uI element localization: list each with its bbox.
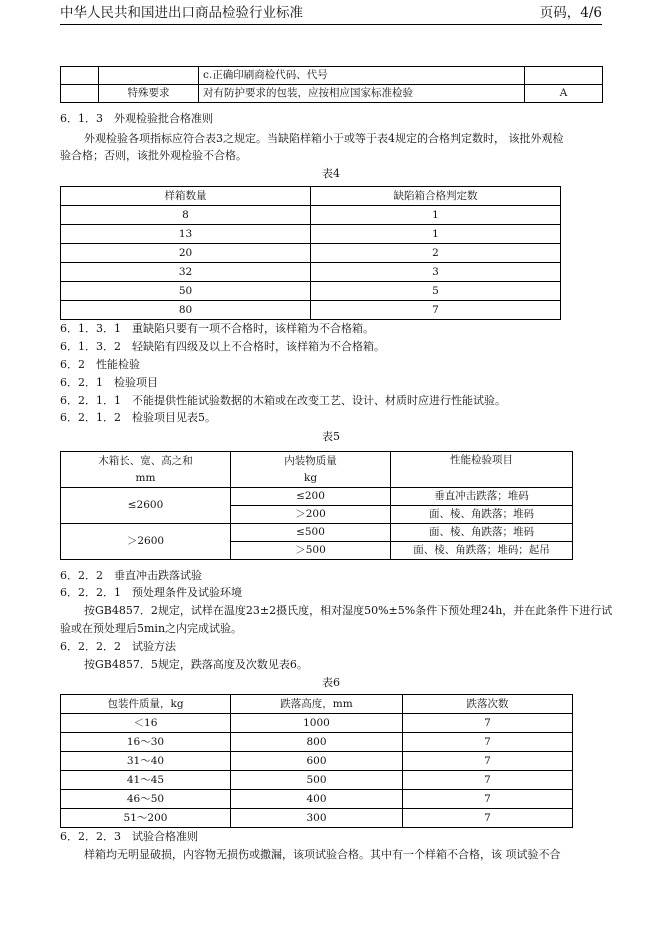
table-row: [61, 771, 573, 790]
table-cell: 300: [231, 809, 403, 828]
table-caption: 表4: [322, 167, 340, 180]
table-caption: 表6: [322, 676, 340, 689]
table-cell: [525, 67, 603, 85]
table-cell: A: [525, 85, 603, 103]
table-cell: [61, 67, 99, 85]
table-cell: [61, 85, 99, 103]
table-cell: 7: [403, 714, 573, 733]
section-heading: 6．2．2．1 预处理条件及试验环境: [60, 586, 242, 599]
paragraph: 验合格；否则，该批外观检验不合格。: [60, 149, 247, 162]
section-heading: 6．2．1 检验项目: [60, 376, 158, 389]
table-cell: 面、棱、角跌落；堆码；起吊: [391, 542, 573, 560]
table-cell: 7: [403, 752, 573, 771]
table-cell: 1000: [231, 714, 403, 733]
page-header: [60, 0, 602, 22]
table-cell: 46～50: [61, 790, 231, 809]
column-header: [61, 452, 231, 488]
section-heading: 6．2．2．3 试验合格准则: [60, 830, 198, 843]
table-cell: 20: [61, 244, 311, 263]
table-row: [61, 752, 573, 771]
table-cell: 600: [231, 752, 403, 771]
table-cell: ＞2600: [61, 524, 231, 560]
table-row: [61, 282, 561, 301]
table-cell: 7: [403, 733, 573, 752]
table-cell: 面、棱、角跌落；堆码: [391, 506, 573, 524]
header-line: 内装物质量: [284, 454, 337, 467]
header-page-number: 页码，4/6: [539, 5, 602, 21]
table-cell: ＞200: [231, 506, 391, 524]
header-unit: kg: [303, 471, 318, 484]
table-cell: 1: [311, 206, 561, 225]
section-heading: 6．1．3 外观检验批合格准则: [60, 112, 213, 125]
clause: 6．2．1．1 不能提供性能试验数据的木箱或在改变工艺、设计、材质时应进行性能试验。: [60, 394, 506, 407]
column-header: 样箱数量: [61, 187, 311, 206]
table-4: [60, 186, 561, 320]
table-cell: 50: [61, 282, 311, 301]
table-cell: 500: [231, 771, 403, 790]
clause: 6．2．1．2 检验项目见表5。: [60, 411, 216, 424]
table-cell: 5: [311, 282, 561, 301]
table-cell: ≤200: [231, 488, 391, 506]
table-row: [61, 790, 573, 809]
table-cell: 7: [403, 771, 573, 790]
column-header: 包装件质量，kg: [61, 695, 231, 714]
table-cell: 80: [61, 301, 311, 320]
header-line: 性能检验项目: [450, 454, 513, 466]
table-row: [61, 488, 573, 506]
header-line: 木箱长、宽、高之和: [98, 454, 193, 467]
paragraph: 验或在预处理后5min之内完成试验。: [60, 622, 243, 635]
table-cell: 3: [311, 263, 561, 282]
table-5: [60, 451, 573, 560]
table-row: [61, 714, 573, 733]
table-cell: 垂直冲击跌落；堆码: [391, 488, 573, 506]
table-cell: c.正确印刷商检代码、代号: [199, 67, 525, 85]
header-title: 中华人民共和国进出口商品检验行业标准: [60, 5, 303, 21]
table-row: [61, 524, 573, 542]
column-header: 跌落次数: [403, 695, 573, 714]
table-6: [60, 694, 573, 828]
column-header: [231, 452, 391, 488]
paragraph: 样箱均无明显破损，内容物无损伤或撒漏，该项试验合格。其中有一个样箱不合格，该 项试验不合: [84, 848, 561, 861]
column-header: [391, 452, 573, 488]
table-row: [61, 263, 561, 282]
table-continued: [60, 66, 603, 103]
header-rule: [60, 24, 602, 25]
table-cell: [99, 67, 199, 85]
column-header: 缺陷箱合格判定数: [311, 187, 561, 206]
table-row: [61, 206, 561, 225]
table-header-row: [61, 695, 573, 714]
table-row: [61, 67, 603, 85]
table-cell: 41～45: [61, 771, 231, 790]
column-header: 跌落高度，mm: [231, 695, 403, 714]
table-row: [61, 733, 573, 752]
table-row: [61, 809, 573, 828]
paragraph: 按GB4857．5规定，跌落高度及次数见表6。: [84, 658, 308, 671]
table-header-row: [61, 187, 561, 206]
table-cell: 13: [61, 225, 311, 244]
table-cell: 8: [61, 206, 311, 225]
table-cell: ≤500: [231, 524, 391, 542]
section-heading: 6．2．2 垂直冲击跌落试验: [60, 569, 202, 582]
paragraph: 外观检验各项指标应符合表3之规定。当缺陷样箱小于或等于表4规定的合格判定数时， 该批外观检: [84, 132, 564, 145]
table-cell: 对有防护要求的包装，应按相应国家标准检验: [199, 85, 525, 103]
table-cell: 51～200: [61, 809, 231, 828]
table-cell: 特殊要求: [99, 85, 199, 103]
table-row: [61, 225, 561, 244]
table-cell: 7: [403, 790, 573, 809]
table-caption: 表5: [322, 430, 340, 443]
clause: 6．1．3．2 轻缺陷有四级及以上不合格时，该样箱为不合格箱。: [60, 340, 385, 353]
table-cell: ≤2600: [61, 488, 231, 524]
table-row: [61, 244, 561, 263]
table-cell: 2: [311, 244, 561, 263]
table-cell: 1: [311, 225, 561, 244]
table-cell: 16～30: [61, 733, 231, 752]
paragraph: 按GB4857．2规定，试样在温度23±2摄氏度，相对湿度50%±5%条件下预处理24h，并在此条件下进行试: [84, 604, 613, 617]
table-cell: 7: [311, 301, 561, 320]
section-heading: 6．2．2．2 试验方法: [60, 640, 176, 653]
table-cell: 31～40: [61, 752, 231, 771]
table-row: [61, 301, 561, 320]
table-cell: ＜16: [61, 714, 231, 733]
section-heading: 6．2 性能检验: [60, 358, 140, 371]
table-cell: 800: [231, 733, 403, 752]
table-cell: 32: [61, 263, 311, 282]
header-unit: mm: [135, 471, 156, 484]
table-cell: ＞500: [231, 542, 391, 560]
table-cell: 400: [231, 790, 403, 809]
clause: 6．1．3．1 重缺陷只要有一项不合格时，该样箱为不合格箱。: [60, 322, 374, 335]
table-cell: 7: [403, 809, 573, 828]
table-cell: 面、棱、角跌落；堆码: [391, 524, 573, 542]
table-header-row: [61, 452, 573, 488]
table-row: [61, 85, 603, 103]
